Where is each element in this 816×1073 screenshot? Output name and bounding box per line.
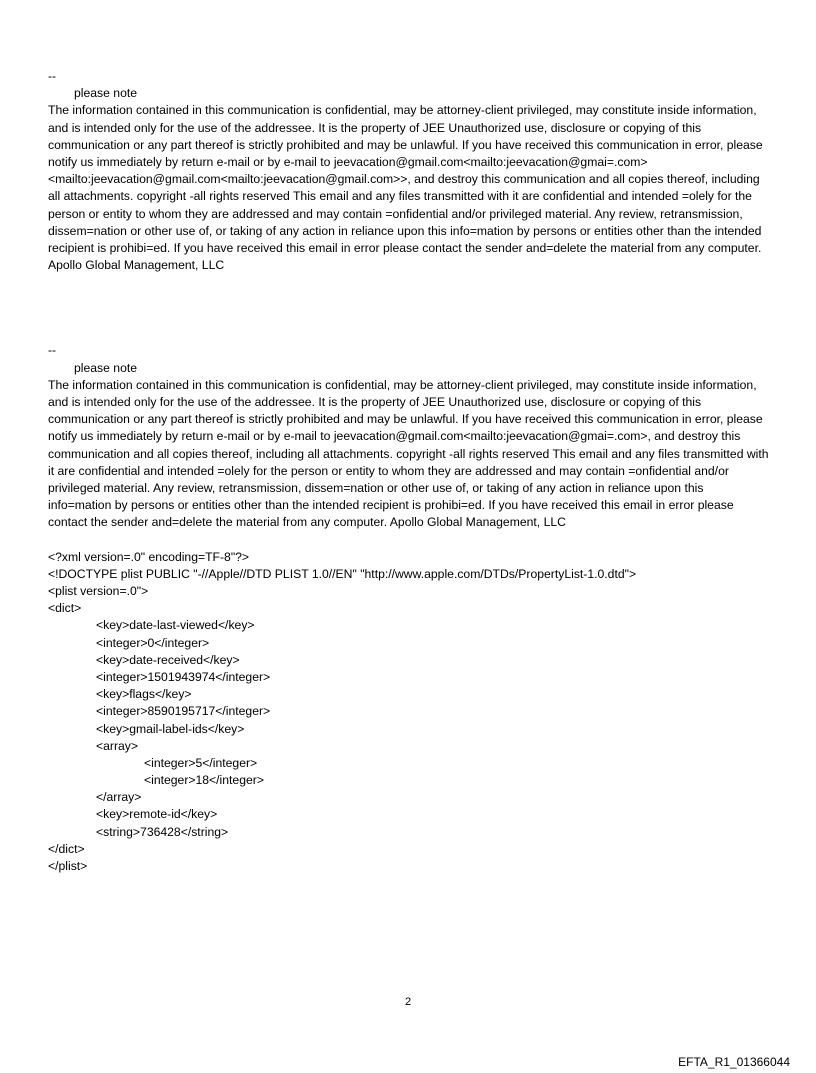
xml-line: <!DOCTYPE plist PUBLIC "-//Apple//DTD PLIST 1.0//EN" "http://www.apple.com/DTDs/PropertyList-1.0.dtd"> (48, 566, 637, 581)
xml-line: <integer>8590195717</integer> (96, 704, 271, 719)
xml-line: <integer>5</integer> (144, 755, 258, 770)
xml-line: <plist version=.0"> (48, 584, 149, 599)
xml-line: <key>remote-id</key> (96, 807, 218, 822)
xml-line: <integer>0</integer> (96, 635, 210, 650)
separator-1: -- (48, 69, 57, 83)
xml-line: <dict> (48, 601, 82, 616)
xml-line: <?xml version=.0" encoding=TF-8"?> (48, 549, 250, 564)
xml-line: </dict> (48, 841, 85, 856)
plist-xml-block (48, 549, 770, 876)
xml-line: <integer>18</integer> (144, 773, 264, 788)
xml-line: <key>date-received</key> (96, 652, 240, 667)
document-id-footer: EFTA_R1_01366044 (678, 1055, 790, 1069)
disclaimer-paragraph-1: The information contained in this communication is confidential, may be attorney-client privileged, may constitute inside information, and is intended only for the use of the addressee. It is the property of JEE Unauthorized use, disclosure or copying of this communication or any part thereof is strictly prohibited and may be unlawful. If you have received this communication in error, please notify us immediately by return e-mail or by e-mail to jeevacation@gmail.com<mailto:jeevacation@gmai=.com><mailto:jeevacation@gmail.com<mailto:jeevacation@gmail.com>>, and destroy this communication and all copies thereof, including all attachments. copyright -all rights reserved This email and any files transmitted with it are confidential and intended =olely for the person or entity to whom they are addressed and may contain =onfidential and/or privileged material. Any review, retransmission, dissem=nation or other use of, or taking of any action in reliance upon this info=mation by persons or entities other than the intended recipient is prohibi=ed. If you have received this email in error please contact the sender and=delete the material from any computer. Apollo Global Management, LLC (48, 103, 763, 273)
document-body (48, 68, 770, 875)
note-heading-2: please note (74, 360, 138, 375)
disclaimer-paragraph-2: The information contained in this communication is confidential, may be attorney-client privileged, may constitute inside information, and is intended only for the use of the addressee. It is the property of JEE Unauthorized use, disclosure or copying of this communication or any part thereof is strictly prohibited and may be unlawful. If you have received this communication in error, please notify us immediately by return e-mail or by e-mail to jeevacation@gmail.com<mailto:jeevacation@gmai=.com>, and destroy this communication and all copies thereof, including all attachments. copyright -all rights reserved This email and any files transmitted with it are confidential and intended =olely for the person or entity to whom they are addressed and may contain =onfidential and/or privileged material. Any review, retransmission, dissem=nation or other use of, or taking of any action in reliance upon this info=mation by persons or entities other than the intended recipient is prohibi=ed. If you have received this email in error please contact the sender and=delete the material from any computer. Apollo Global Management, LLC (48, 377, 769, 530)
xml-line: </array> (96, 790, 142, 805)
xml-line: <integer>1501943974</integer> (96, 669, 271, 684)
separator-2: -- (48, 343, 57, 358)
xml-line: </plist> (48, 859, 88, 874)
xml-line: <key>flags</key> (96, 687, 192, 702)
xml-line: <array> (96, 738, 139, 753)
xml-line: <key>date-last-viewed</key> (96, 618, 255, 633)
xml-line: <string>736428</string> (96, 824, 229, 839)
xml-line: <key>gmail-label-ids</key> (96, 721, 245, 736)
note-heading-1: please note (74, 86, 138, 101)
page-number: 2 (404, 996, 412, 1008)
